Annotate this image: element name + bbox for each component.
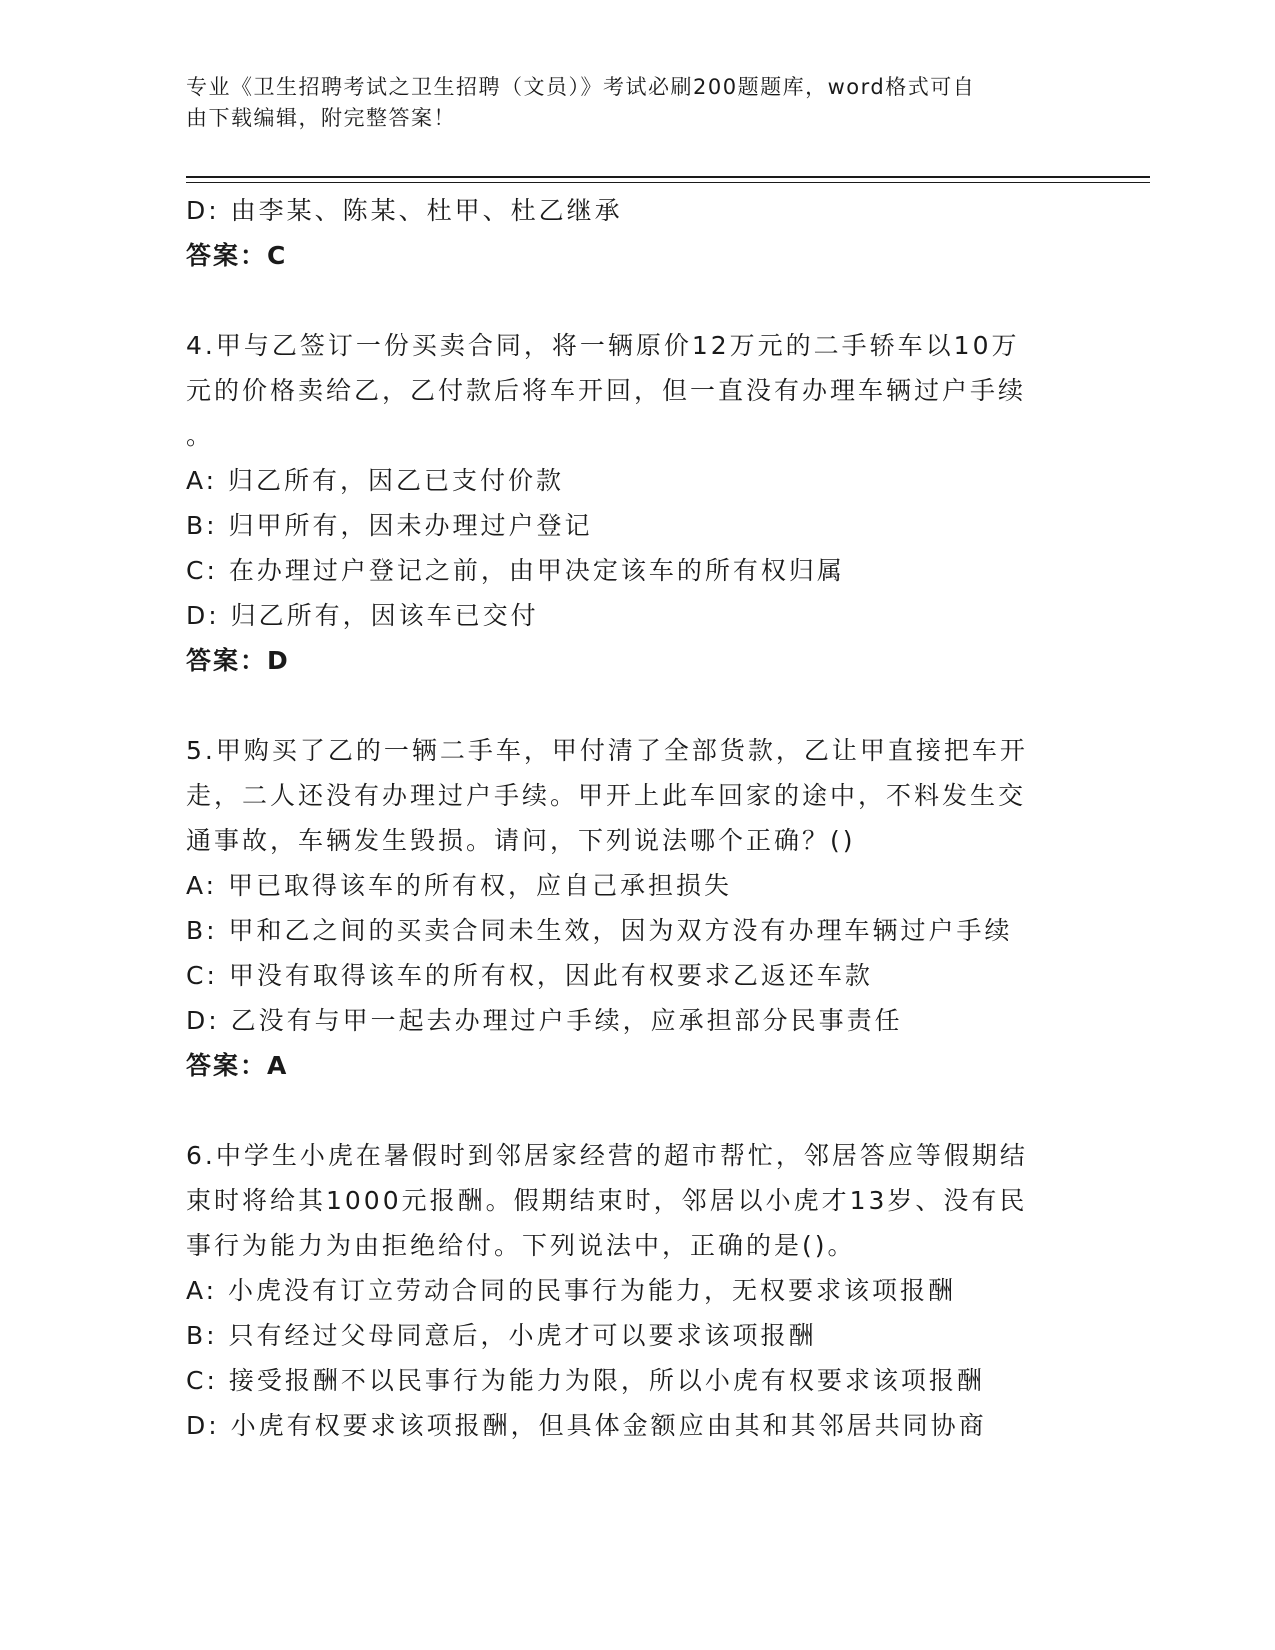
option-b: B: 只有经过父母同意后，小虎才可以要求该项报酬 <box>186 1321 817 1350</box>
spacer <box>186 278 1066 323</box>
option-b: B: 甲和乙之间的买卖合同未生效，因为双方没有办理车辆过户手续 <box>186 916 1013 945</box>
header-line-1: 专业《卫生招聘考试之卫生招聘（文员）》考试必刷200题题库，word格式可自 <box>186 75 976 99</box>
option-d: D: 乙没有与甲一起去办理过户手续，应承担部分民事责任 <box>186 1006 903 1035</box>
option-c: C: 接受报酬不以民事行为能力为限，所以小虎有权要求该项报酬 <box>186 1366 985 1395</box>
option-c: C: 在办理过户登记之前，由甲决定该车的所有权归属 <box>186 556 845 585</box>
question-stem-line: 束时将给其1000元报酬。假期结束时，邻居以小虎才13岁、没有民 <box>186 1186 1028 1215</box>
question-stem-line: 6.中学生小虎在暑假时到邻居家经营的超市帮忙，邻居答应等假期结 <box>186 1141 1028 1170</box>
document-header <box>186 72 1086 134</box>
header-divider-thin <box>186 182 1150 183</box>
option-a: A: 小虎没有订立劳动合同的民事行为能力，无权要求该项报酬 <box>186 1276 957 1305</box>
question-4 <box>186 323 1066 683</box>
option-d: D: 小虎有权要求该项报酬，但具体金额应由其和其邻居共同协商 <box>186 1411 987 1440</box>
option-a: A: 归乙所有，因乙已支付价款 <box>186 466 565 495</box>
option-c: C: 甲没有取得该车的所有权，因此有权要求乙返还车款 <box>186 961 873 990</box>
option-b: B: 归甲所有，因未办理过户登记 <box>186 511 593 540</box>
document-body <box>186 188 1066 1448</box>
question-stem-line: 走，二人还没有办理过户手续。甲开上此车回家的途中，不料发生交 <box>186 781 1027 810</box>
answer-line: 答案：A <box>186 1051 289 1080</box>
question-6 <box>186 1133 1066 1448</box>
question-stem-line: 事行为能力为由拒绝给付。下列说法中，正确的是()。 <box>186 1231 856 1260</box>
answer-line: 答案：D <box>186 646 290 675</box>
header-line-2: 由下载编辑，附完整答案！ <box>186 106 456 130</box>
spacer <box>186 683 1066 728</box>
question-stem-line: 4.甲与乙签订一份买卖合同，将一辆原价12万元的二手轿车以10万 <box>186 331 1020 360</box>
spacer <box>186 1088 1066 1133</box>
option-d: D: 归乙所有，因该车已交付 <box>186 601 539 630</box>
answer-line: 答案：C <box>186 241 288 270</box>
question-stem-line: 。 <box>186 421 215 450</box>
option-d: D: 由李某、陈某、杜甲、杜乙继承 <box>186 196 623 225</box>
question-5 <box>186 728 1066 1088</box>
option-a: A: 甲已取得该车的所有权，应自己承担损失 <box>186 871 733 900</box>
header-divider-thick <box>186 176 1150 178</box>
question-stem-line: 5.甲购买了乙的一辆二手车，甲付清了全部货款，乙让甲直接把车开 <box>186 736 1028 765</box>
question-stem-line: 通事故，车辆发生毁损。请问，下列说法哪个正确？() <box>186 826 856 855</box>
previous-question-tail <box>186 188 1066 278</box>
question-stem-line: 元的价格卖给乙，乙付款后将车开回，但一直没有办理车辆过户手续 <box>186 376 1027 405</box>
